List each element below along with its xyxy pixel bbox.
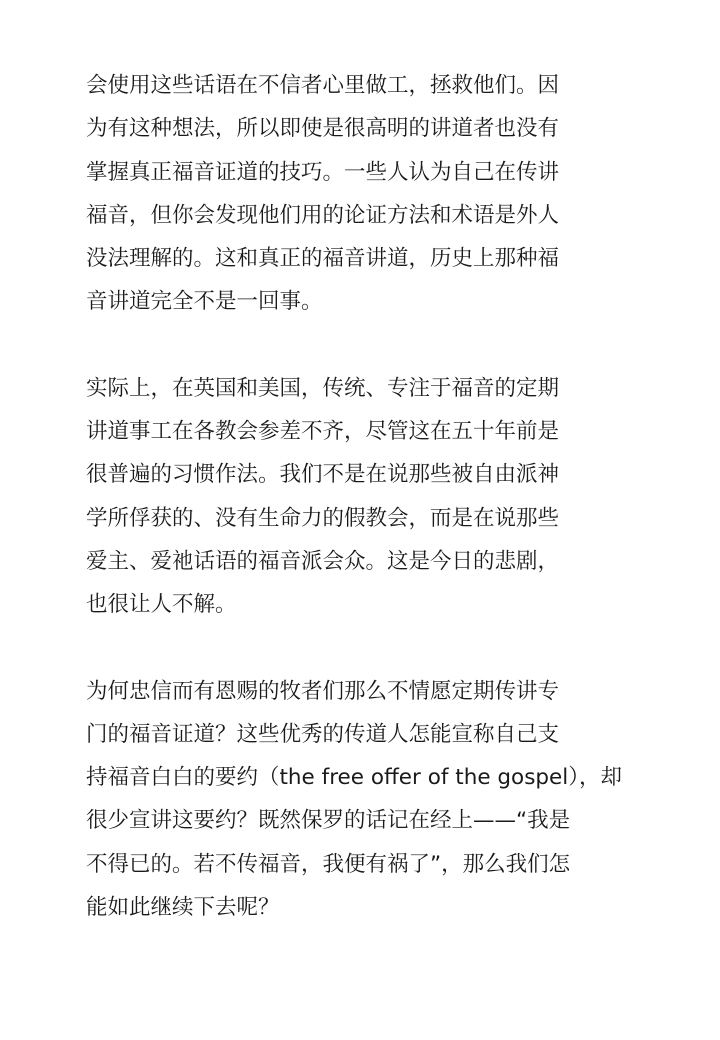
article-body (86, 64, 646, 972)
text-line: 很少宣讲这要约？既然保罗的话记在经上——“我是 (86, 808, 571, 834)
text-line: 门的福音证道？这些优秀的传道人怎能宣称自己支 (86, 721, 560, 747)
text-line: 音讲道完全不是一回事。 (86, 289, 323, 315)
text-line: 很普遍的习惯作法。我们不是在说那些被自由派神 (86, 462, 560, 488)
text-line: 学所俘获的、没有生命力的假教会，而是在说那些 (86, 505, 560, 531)
text-line: 为何忠信而有恩赐的牧者们那么不情愿定期传讲专 (86, 678, 560, 704)
text-line: 讲道事工在各教会参差不齐，尽管这在五十年前是 (86, 419, 560, 445)
paragraph-2 (86, 367, 646, 627)
text-line: 福音，但你会发现他们用的论证方法和术语是外人 (86, 202, 560, 228)
text-line: 实际上，在英国和美国，传统、专注于福音的定期 (86, 375, 560, 401)
text-line: 没法理解的。这和真正的福音讲道，历史上那种福 (86, 246, 560, 272)
text-line: 不得已的。若不传福音，我便有祸了”，那么我们怎 (86, 851, 571, 877)
text-line: 爱主、爱祂话语的福音派会众。这是今日的悲剧， (86, 548, 560, 574)
paragraph-3 (86, 670, 646, 930)
text-line: 为有这种想法，所以即使是很高明的讲道者也没有 (86, 116, 560, 142)
text-line: 也很让人不解。 (86, 592, 237, 618)
text-line: 持福音白白的要约（the free offer of the gospel），却 (86, 765, 622, 791)
paragraph-1 (86, 64, 646, 324)
text-line: 能如此继续下去呢？ (86, 895, 280, 921)
text-line: 掌握真正福音证道的技巧。一些人认为自己在传讲 (86, 159, 560, 185)
text-line: 会使用这些话语在不信者心里做工，拯救他们。因 (86, 73, 560, 98)
